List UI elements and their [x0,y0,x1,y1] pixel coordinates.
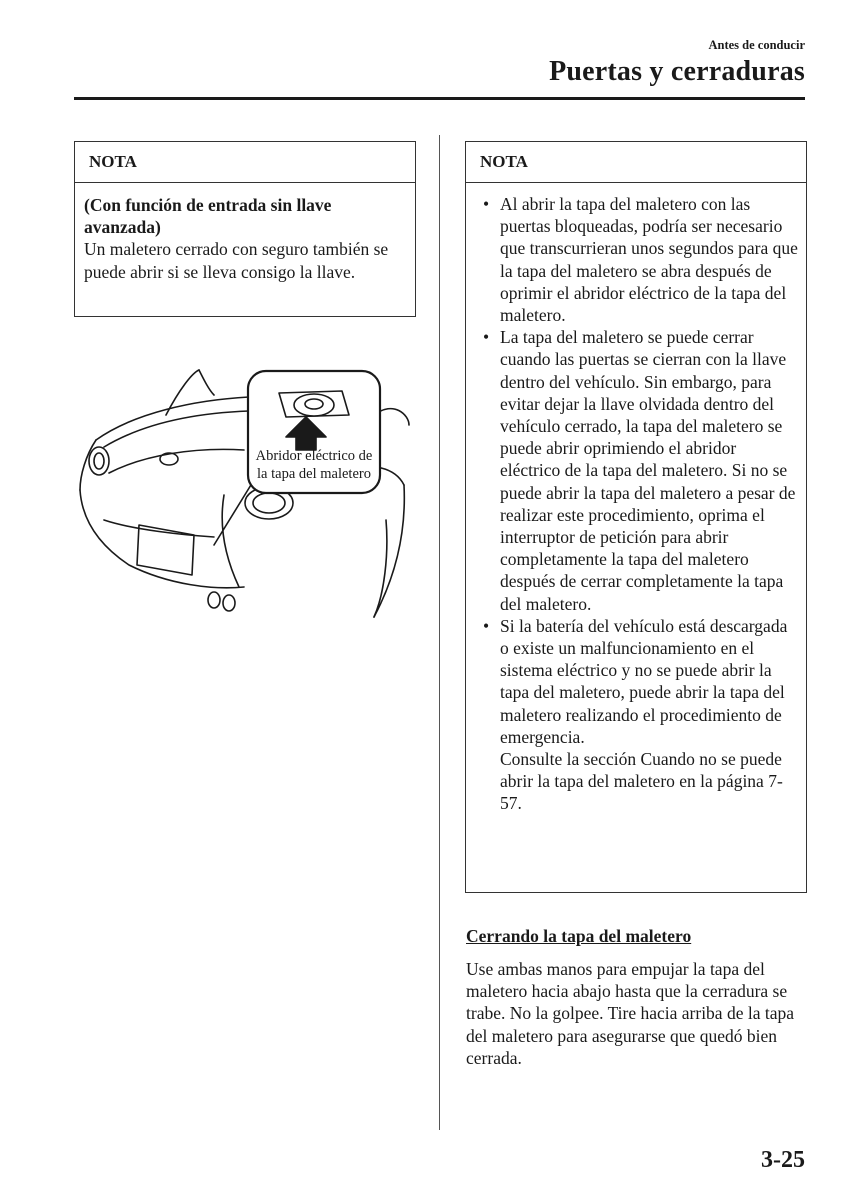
bullet-text: Al abrir la tapa del maletero con las puertas bloqueadas, podría ser necesario que transcurrieran unos segundos para que la tapa del maletero se abra después de oprimir el abridor eléctrico de la tapa del maletero. [500,194,798,326]
list-item [475,193,798,326]
bullet-text: Si la batería del vehículo está descargada o existe un malfuncionamiento en el sistema eléctrico y no se puede abrir la tapa del maletero, puede abrir la tapa del maletero realizando el procedimiento de emergencia. [500,615,788,747]
cross-reference: Consulte la sección Cuando no se puede abrir la tapa del maletero en la página 7-57. [500,749,783,814]
opener-button-center [305,399,323,409]
right-body-edge [374,485,404,617]
column-divider [439,135,440,1130]
closing-paragraph: Use ambas manos para empujar la tapa del maletero hacia abajo hasta que la cerradura se trabe. No la golpee. Tire hacia arriba de la tapa del maletero para asegurarse que quedó bien cerrada. [466,959,794,1068]
fuel-lid-inner [253,493,285,513]
note-text: Un maletero cerrado con seguro también se puede abrir si se lleva consigo la llave. [84,239,389,282]
window-edge [199,370,214,395]
section-label: Antes de conducir [708,38,805,52]
left-taillight-inner [94,453,104,469]
section-subheading: Cerrando la tapa del maletero [466,926,692,946]
exhaust-right [223,595,235,611]
note-heading: NOTA [75,142,415,183]
note-bullet-list [475,193,798,815]
list-item [475,326,798,615]
left-taillight [89,447,109,475]
bullet-icon: • [483,327,490,348]
note-body [75,183,415,283]
exhaust-left [208,592,220,608]
callout-label: Abridor eléctrico de la tapa del maletero [255,448,373,482]
left-body-edge [80,440,96,490]
list-item [475,615,798,815]
note-heading: NOTA [466,142,806,183]
note-box-right [465,141,807,893]
bullet-icon: • [483,194,490,214]
note-subtitle: (Con función de entrada sin llave avanzada) [84,195,332,238]
bullet-icon: • [483,615,490,636]
note-body [466,183,806,815]
trunk-opener-illustration [74,355,434,625]
callout-pointer [214,480,254,545]
trunk-lid-inner [104,411,249,447]
emblem [160,453,178,465]
rear-body-curve [80,490,244,588]
note-box-left [74,141,416,317]
bullet-text: La tapa del maletero se puede cerrar cuando las puertas se cierran con la llave dentro del vehículo. Sin embargo, para evitar dejar la llave olvidada dentro del vehículo cerrado, la tapa del maletero se puede abrir oprimiendo el abridor eléctrico de la tapa del maletero. Si no se puede abrir la tapa del maletero a pesar de realizar este procedimiento, oprima el interruptor de petición para abrir completamente la tapa del maletero después de cerrar completamente la tapa del maletero. [500,327,796,614]
page-title: Puertas y cerraduras [549,56,805,87]
page-number: 3-25 [761,1147,805,1173]
title-rule [74,97,805,100]
